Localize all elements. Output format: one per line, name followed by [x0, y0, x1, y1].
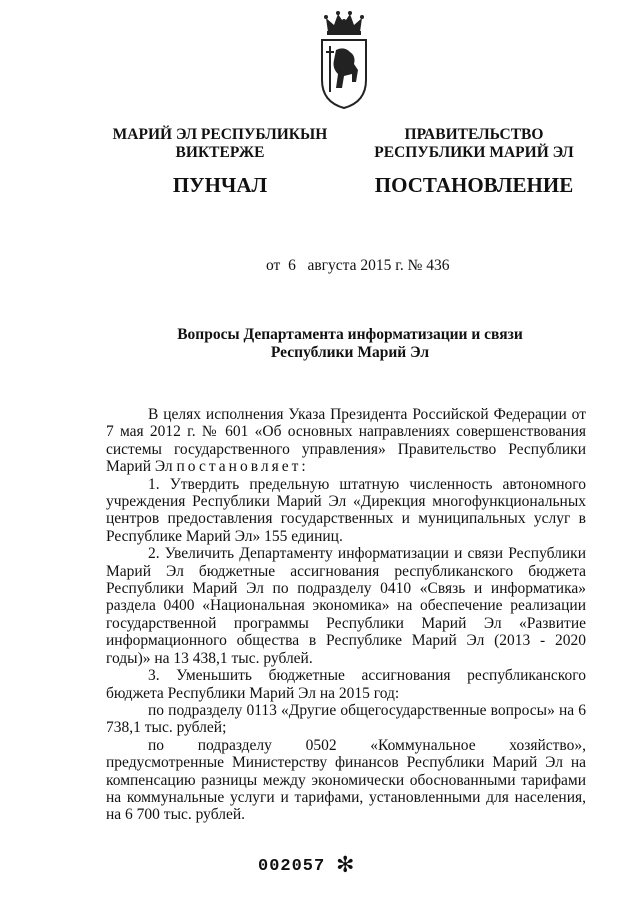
paragraph-1: 1. Утвердить предельную штатную численность автономного учреждения Республики Марий Эл «Дирекция многофункциональных центров предоставления государственных и муниципальных услуг в Республике Марий Эл» 155 единиц.	[106, 475, 586, 545]
header-right	[356, 126, 592, 197]
intro-decree-word: постановляет:	[176, 458, 309, 476]
document-date: от 6 августа 2015 г. № 436	[266, 257, 450, 274]
header-left-line2: ВИКТЕРЖЕ	[175, 144, 265, 161]
intro-text: В целях исполнения Указа Президента Российской Федерации от 7 мая 2012 г. № 601 «Об основных направлениях совершенствования системы государственного управления» Правительство Республики Марий Эл	[106, 406, 586, 476]
header-right-line2: РЕСПУБЛИКИ МАРИЙ ЭЛ	[374, 144, 574, 161]
paragraph-3: 3. Уменьшить бюджетные ассигнования республиканского бюджета Республики Марий Эл на 2015 год:	[106, 667, 586, 702]
footer-mark: ✻	[336, 853, 355, 878]
coat-of-arms-icon	[314, 10, 374, 110]
title-line2: Республики Марий Эл	[270, 344, 430, 361]
paragraph-4: по подразделу 0113 «Другие общегосударственные вопросы» на 6 738,1 тыс. рублей;	[106, 701, 586, 737]
document-body	[106, 406, 586, 824]
header-left	[90, 126, 350, 197]
paragraph-5: по подразделу 0502 «Коммунальное хозяйство», предусмотренные Министерству финансов Республики Марий Эл на компенсацию разницы между экономически обоснованными тарифами на коммунальные услуги и тарифами, установленными для населения, на 6 700 тыс. рублей.	[106, 736, 586, 824]
header-right-doctype: ПОСТАНОВЛЕНИЕ	[374, 173, 574, 197]
header-left-line1: МАРИЙ ЭЛ РЕСПУБЛИКЫН	[112, 126, 328, 143]
paragraph-intro	[106, 406, 586, 476]
document-title	[120, 326, 580, 362]
paragraph-2: 2. Увеличить Департаменту информатизации и связи Республики Марий Эл бюджетные ассигнования республиканского бюджета Республики Марий Эл по подразделу 0410 «Связь и информатика» раздела 0400 «Национальная экономика» на обеспечение реализации государственной программы Республики Марий Эл «Развитие информационного общества в Республике Марий Эл (2013 - 2020 годы)» на 13 438,1 тыс. рублей.	[106, 545, 586, 667]
serial-number: 002057	[258, 857, 326, 876]
header-left-doctype: ПУНЧАЛ	[172, 173, 268, 197]
header-right-line1: ПРАВИТЕЛЬСТВО	[404, 126, 544, 143]
title-line1: Вопросы Департамента информатизации и связи	[177, 326, 523, 343]
